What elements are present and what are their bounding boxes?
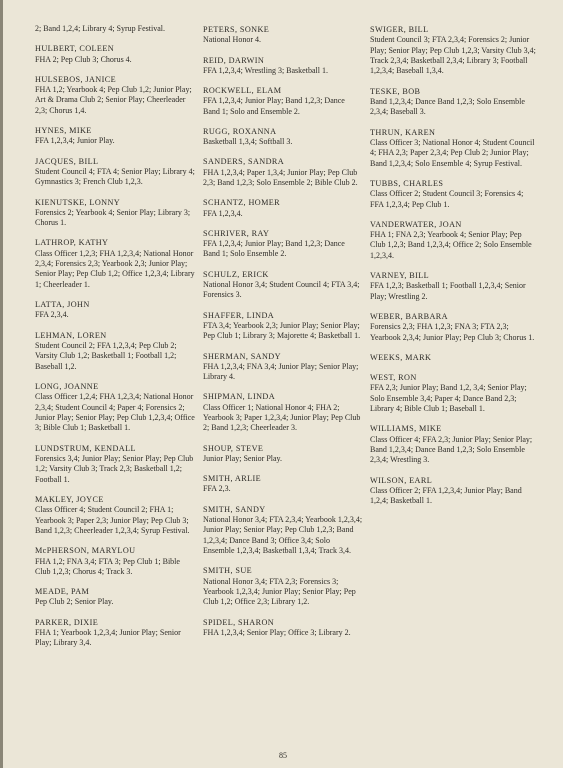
senior-entry [35,299,195,321]
senior-entry [370,372,538,414]
senior-entry [203,269,363,301]
student-name: VARNEY, BILL [370,271,430,281]
student-name: SCHANTZ, HOMER [203,198,281,208]
senior-entry [35,494,195,536]
student-name: WILLIAMS, MIKE [370,424,442,434]
student-name: SPIDEL, SHARON [203,617,275,627]
senior-entry [35,617,195,649]
student-name: THRUN, KAREN [370,127,436,137]
student-activities: Student Council 2; FFA 1,2,3,4; Pep Club 2; Varsity Club 1,2; Basketball 1; Football 1,2; Baseball 1,2. [35,340,177,371]
student-name: WILSON, EARL [370,475,433,485]
column-1 [35,24,195,658]
senior-entry [203,85,363,117]
student-name: PARKER, DIXIE [35,617,99,627]
student-name: SMITH, ARLIE [203,474,262,484]
student-activities: FHA 1,2; Yearbook 4; Pep Club 1,2; Junior Play; Art & Drama Club 2; Senior Play; Cheerleader 2,3; Chorus 1,4. [35,85,192,115]
student-name: MEADE, PAM [35,587,90,597]
student-name: SHERMAN, SANDY [203,351,281,361]
senior-entry [370,475,538,507]
senior-entry [35,43,195,65]
student-activities: FFA 1,2,3,4; Junior Play; Band 1,2,3; Dance Band 1; Solo Ensemble 2. [203,239,345,259]
student-activities: Class Officer 4; FFA 2,3; Junior Play; Senior Play; Band 1,2,3,4; Dance Band 1,2,3; Solo Ensemble 2,3,4; Wrestling 3. [370,434,533,465]
student-activities: Forensics 2,3; FHA 1,2,3; FNA 3; FTA 2,3; Yearbook 2,3,4; Junior Play; Pep Club 3; Chorus 1. [370,322,535,342]
student-activities: FHA 1; Yearbook 1,2,3,4; Junior Play; Senior Play; Library 3,4. [35,627,181,648]
student-name: RUGG, ROXANNA [203,126,277,136]
senior-entry [35,330,195,372]
senior-entry [203,156,363,188]
student-name: SANDERS, SANDRA [203,157,285,167]
student-name: McPHERSON, MARYLOU [35,546,136,556]
student-activities: National Honor 3,4; FTA 2,3,4; Yearbook 1,2,3,4; Junior Play; Senior Play; Pep Club 1,2,3; Band 1,2,3,4; Dance Band 3; Office 3,4; Solo Ensemble 1,2,3,4; Basketball 1,3,4; Track 3,4. [203,514,363,556]
student-name: HYNES, MIKE [35,126,92,136]
student-activities: Junior Play; Senior Play. [203,453,283,463]
student-activities: FFA 1,2,3,4; Wrestling 3; Basketball 1. [203,65,328,75]
student-name: TESKE, BOB [370,86,421,96]
student-name: SMITH, SANDY [203,504,266,514]
column-2 [203,24,363,647]
student-activities: 2; Band 1,2,4; Library 4; Syrup Festival. [35,24,165,33]
student-activities: FFA 1,2,3,4. [203,208,243,218]
senior-entry [203,443,363,465]
student-activities: FHA 1,2,3,4; FNA 3,4; Junior Play; Senior Play; Library 4. [203,361,359,382]
student-activities: Class Officer 1,2,4; FHA 1,2,3,4; National Honor 2,3,4; Student Council 4; Paper 4; Forensics 2; Junior Play; Senior Play; Pep Club 1,2,3,4; Office 3; Bible Club 1; Basketball 1. [35,392,195,433]
student-activities: Basketball 1,3,4; Softball 3. [203,137,293,147]
student-name: REID, DARWIN [203,55,265,65]
student-activities: Forensics 3,4; Junior Play; Senior Play; Pep Club 1,2; Varsity Club 3; Track 2,3; Basketball 1,2; Football 1. [35,453,194,484]
senior-entry [203,504,363,557]
senior-entry [370,423,538,465]
student-name: SMITH, SUE [203,566,253,576]
senior-entry [203,391,363,433]
page-number: 85 [279,751,287,760]
student-activities: National Honor 3,4; Student Council 4; FTA 3,4; Forensics 3. [203,279,360,300]
senior-entry [35,237,195,290]
student-name: LEHMAN, LOREN [35,330,107,340]
senior-entry [203,24,363,46]
student-name: WEST, RON [370,373,417,383]
senior-entry [203,228,363,260]
column-3 [370,24,538,516]
student-name: VANDERWATER, JOAN [370,219,462,229]
student-activities: FFA 2,3; Junior Play; Band 1,2, 3,4; Senior Play; Solo Ensemble 3,4; Paper 4; Dance Band 2,3; Library 4; Bible Club 1; Baseball 1. [370,383,527,414]
student-activities: Class Officer 3; National Honor 4; Student Council 4; FHA 2,3; Paper 2,3,4; Pep Club 2; Junior Play; Band 1,2,3,4; Solo Ensemble 4; Syrup Festival. [370,137,535,168]
senior-entry [370,270,538,302]
student-activities: FFA 2,3,4. [35,310,69,320]
student-name: PETERS, SONKE [203,25,270,34]
student-name: SCHRIVER, RAY [203,228,270,238]
senior-entry [35,74,195,116]
student-name: SCHULZ, ERICK [203,269,269,279]
student-activities: FFA 1,2,3,4; Junior Play. [35,136,115,146]
senior-entry [203,473,363,495]
student-name: KIENUTSKE, LONNY [35,197,121,207]
student-name: LONG, JOANNE [35,381,99,391]
student-activities: Forensics 2; Yearbook 4; Senior Play; Library 3; Chorus 1. [35,207,191,228]
student-activities: FFA 1,2,3; Basketball 1; Football 1,2,3,4; Senior Play; Wrestling 2. [370,281,526,301]
senior-entry [203,565,363,607]
student-activities: FHA 1; FNA 2,3; Yearbook 4; Senior Play; Pep Club 1,2,3; Band 1,2,3,4; Office 2; Solo Ensemble 1,2,3,4. [370,230,532,260]
student-name: TUBBS, CHARLES [370,178,444,188]
student-activities: Class Officer 4; Student Council 2; FHA 1; Yearbook 3; Paper 2,3; Junior Play; Pep Club 3; Band 1,2,3; Cheerleader 1,2,3,4; Syrup Festival. [35,505,190,535]
student-name: MAKLEY, JOYCE [35,494,104,504]
student-name: JACQUES, BILL [35,156,99,166]
senior-entry [370,219,538,261]
student-activities: Student Council 3; FTA 2,3,4; Forensics 2; Junior Play; Senior Play; Pep Club 1,2,3; Varsity Club 3,4; Track 2,3,4; Basketball 2,3,4; Library 3; Football 1,2,3,4; Baseball 1,3,4. [370,35,536,76]
student-activities: Pep Club 2; Senior Play. [35,597,114,607]
senior-entry [370,311,538,343]
senior-entry [203,351,363,383]
student-activities: Class Officer 2; Student Council 3; Forensics 4; FFA 1,2,3,4; Pep Club 1. [370,189,524,209]
senior-entry [35,443,195,485]
student-name: SHOUP, STEVE [203,443,264,453]
student-name: SWIGER, BILL [370,25,429,34]
student-activities: National Honor 3,4; FTA 2,3; Forensics 3; Yearbook 1,2,3,4; Junior Play; Senior Play; Pep Club 1,2; Office 2,3; Library 1,2. [203,576,356,607]
student-activities: Class Officer 1; National Honor 4; FHA 2; Yearbook 3; Paper 1,2,3,4; Junior Play; Pep Club 2; Band 1,2,3; Cheerleader 3. [203,402,361,433]
senior-entry [370,178,538,210]
senior-entry [35,197,195,229]
senior-entry [35,381,195,434]
student-activities: FHA 1,2,3,4; Senior Play; Office 3; Library 2. [203,627,351,637]
senior-entry [203,55,363,77]
student-name: HULSEBOS, JANICE [35,74,117,84]
senior-entry [370,352,538,363]
student-activities: FHA 1,2,3,4; Paper 1,3,4; Junior Play; Pep Club 2,3; Band 1,2,3; Solo Ensemble 2; Bible Club 2. [203,167,358,188]
student-name: WEBER, BARBARA [370,312,448,322]
student-activities: Class Officer 2; FFA 1,2,3,4; Junior Play; Band 1,2,4; Basketball 1. [370,485,522,506]
student-activities: FFA 1,2,3,4; Junior Play; Band 1,2,3; Dance Band 1; Solo and Ensemble 2. [203,96,345,116]
student-name: ROCKWELL, ELAM [203,86,282,95]
senior-entry [35,545,195,577]
senior-entry [370,24,538,77]
student-activities: FFA 2,3. [203,484,231,494]
senior-entry [35,24,195,34]
student-name: LATHROP, KATHY [35,238,109,248]
senior-entry [203,310,363,342]
senior-entry [35,156,195,188]
student-activities: Band 1,2,3,4; Dance Band 1,2,3; Solo Ensemble 2,3,4; Baseball 3. [370,96,525,117]
student-activities: FHA 2; Pep Club 3; Chorus 4. [35,54,132,64]
senior-entry [203,197,363,219]
student-activities: National Honor 4. [203,35,261,45]
student-name: WEEKS, MARK [370,352,432,362]
student-name: HULBERT, COLEEN [35,44,115,54]
student-name: SHIPMAN, LINDA [203,392,276,402]
student-activities: Student Council 4; FTA 4; Senior Play; Library 4; Gymnastics 3; French Club 1,2,3. [35,166,195,187]
student-name: LATTA, JOHN [35,300,90,310]
senior-entry [35,586,195,608]
senior-entry [203,617,363,639]
student-name: SHAFFER, LINDA [203,310,275,320]
student-activities: FHA 1,2; FNA 3,4; FTA 3; Pep Club 1; Bible Club 1,2,3; Chorus 4; Track 3. [35,556,180,576]
student-activities: Class Officer 1,2,3; FHA 1,2,3,4; National Honor 2,3,4; Forensics 2,3; Yearbook 2,3; Junior Play; Senior Play; Pep Club 1,2; Office 1,2,3,4; Library 1; Cheerleader 1. [35,248,195,289]
senior-entry [203,126,363,148]
student-activities: FTA 3,4; Yearbook 2,3; Junior Play; Senior Play; Pep Club 1; Library 3; Majorette 4; Basketball 1. [203,320,361,341]
senior-entry [370,86,538,118]
senior-entry [35,125,195,147]
student-name: LUNDSTRUM, KENDALL [35,443,136,453]
senior-entry [370,127,538,169]
